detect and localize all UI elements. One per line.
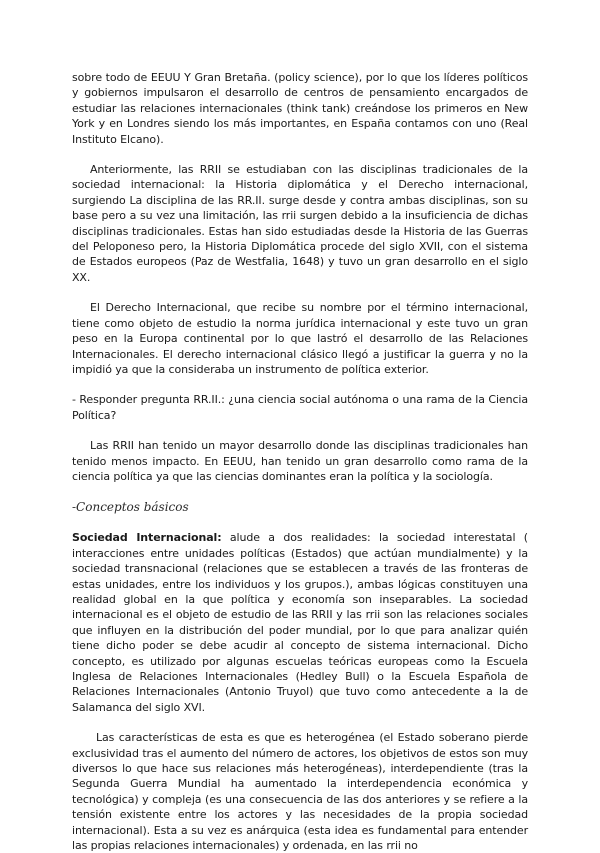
definition-sociedad-internacional: alude a dos realidades: la sociedad interestatal ( interacciones entre unidades políticas (Estados) que actúan mundialmente) y la sociedad transnacional (relaciones que se establecen a través de las fronteras de estas unidades, entre los individuos y los grupos.), ambas lógicas constituyen una realidad global en la que política y economía son inseparables. La sociedad internacional es el objeto de estudio de las RRII y las rrii son las relaciones sociales que influyen en la distribución del poder mundial, por lo que para analizar quién tiene dicho poder se debe acudir al concepto de sistema internacional. Dicho concepto, es utilizado por algunas escuelas teóricas europeas como la Escuela Inglesa de Relaciones Internacionales (Hedley Bull) o la Escuela Española de Relaciones Internacionales (Antonio Truyol) que tuvo como antecedente a la de Salamanca del siglo XVI.: [72, 531, 528, 714]
paragraph-caracteristicas: Las características de esta es que es heterogénea (el Estado soberano pierde exclusividad tras el aumento del número de actores, los objetivos de estos son muy diversos lo que hace sus relaciones más heterogéneas), interdependiente (tras la Segunda Guerra Mundial ha aumentado la interdependencia económica y tecnológica) y compleja (es una consecuencia de las dos anteriores y se refiere a la tensión existente entre los actores y las necesidades de la propia sociedad internacional). Esta a su vez es anárquica (esta idea es fundamental para entender las propias relaciones internacionales) y ordenada, en las rrii no: [72, 731, 528, 853]
section-heading-conceptos: -Conceptos básicos: [72, 500, 189, 515]
paragraph-international-law: El Derecho Internacional, que recibe su nombre por el término internacional, tiene como objeto de estudio la norma jurídica internacional y este tuvo un gran peso en la Europa continental por lo que lastró el desarrollo de las Relaciones Internacionales. El derecho internacional clásico llegó a justificar la guerra y no la impidió ya que la consideraba un instrumento de política exterior.: [72, 301, 528, 376]
paragraph-sociedad-internacional: [72, 530, 528, 715]
paragraph-rrii-development: Las RRII han tenido un mayor desarrollo donde las disciplinas tradicionales han tenido menos impacto. En EEUU, han tenido un gran desarrollo como rama de la ciencia política ya que las ciencias dominantes eran la política y la sociología.: [72, 439, 528, 483]
paragraph-traditional-disciplines: Anteriormente, las RRII se estudiaban con las disciplinas tradicionales de la sociedad internacional: la Historia diplomática y el Derecho internacional, surgiendo La disciplina de las RR.II. surge desde y contra ambas disciplinas, son su base pero a su vez una limitación, las rrii surgen debido a la insuficiencia de dichas disciplinas tradicionales. Estas han sido estudiadas desde la Historia de las Guerras del Peloponeso pero, la Historia Diplomática procede del siglo XVII, con el sistema de Estados europeos (Paz de Westfalia, 1648) y tuvo un gran desarrollo en el siglo XX.: [72, 163, 528, 284]
document-page: [72, 70, 528, 853]
paragraph-question: - Responder pregunta RR.II.: ¿una ciencia social autónoma o una rama de la Ciencia Política?: [72, 393, 528, 422]
term-sociedad-internacional: Sociedad Internacional:: [72, 531, 222, 545]
paragraph-policy-science: sobre todo de EEUU Y Gran Bretaña. (policy science), por lo que los líderes políticos y gobiernos impulsaron el desarrollo de centros de pensamiento encargados de estudiar las relaciones internacionales (think tank) creándose los primeros en New York y en Londres siendo los más importantes, en España contamos con uno (Real Instituto Elcano).: [72, 71, 528, 146]
